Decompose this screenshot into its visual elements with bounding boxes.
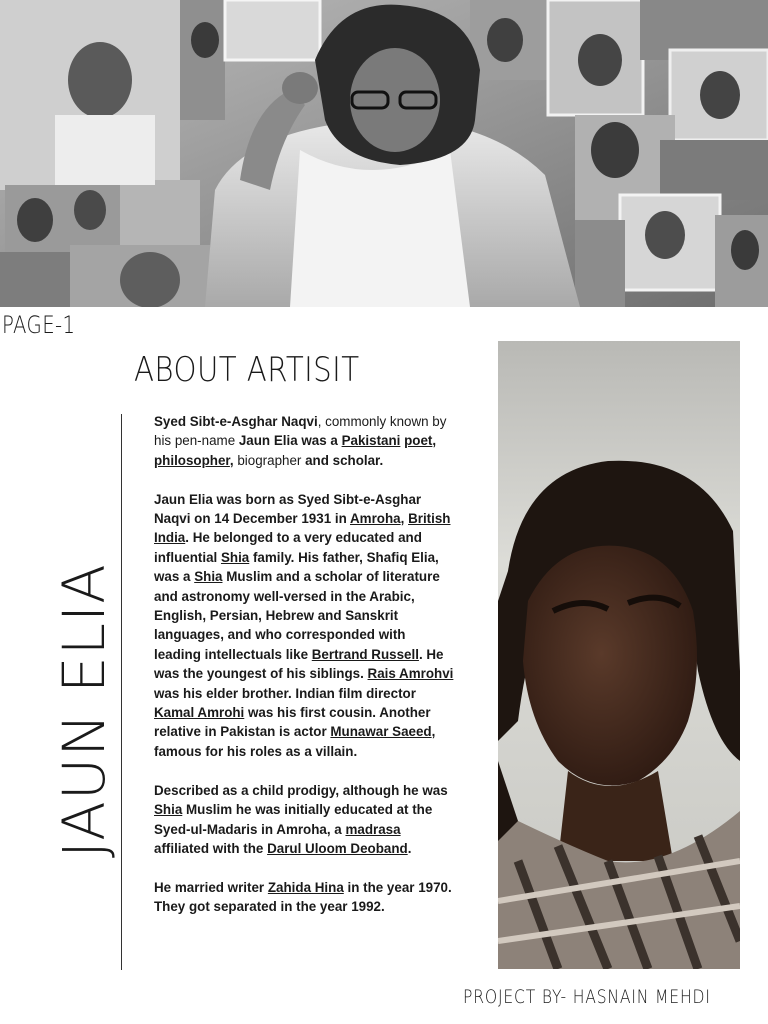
wiki-link[interactable]: Bertrand Russell bbox=[311, 646, 419, 662]
text-run: , commonly known by his pen-name bbox=[154, 414, 447, 449]
paragraph-marriage bbox=[154, 878, 454, 917]
text-run: Jaun Elia was born as Syed Sibt-e-Asghar Naqvi on 14 December 1931 in bbox=[154, 491, 422, 527]
wiki-link[interactable]: madrasa bbox=[345, 821, 401, 837]
wiki-link[interactable]: Zahida Hina bbox=[267, 879, 344, 895]
text-run: , bbox=[432, 433, 437, 449]
collage-image bbox=[0, 0, 768, 307]
wiki-link[interactable]: philosopher bbox=[154, 452, 230, 468]
collage-banner bbox=[0, 0, 768, 307]
vertical-divider bbox=[121, 414, 122, 970]
wiki-link[interactable]: Amroha bbox=[350, 511, 401, 527]
text-run: , bbox=[229, 452, 238, 468]
text-run: family. His father, Shafiq Elia, was a bbox=[154, 549, 439, 585]
text-run: Described as a child prodigy, although he was bbox=[154, 782, 448, 798]
text-run: and scholar. bbox=[301, 452, 384, 468]
artist-portrait-photo bbox=[498, 341, 740, 969]
section-heading: ABOUT ARTISIT bbox=[134, 350, 360, 390]
wiki-link[interactable]: Rais Amrohvi bbox=[367, 666, 454, 682]
paragraph-education bbox=[154, 781, 454, 859]
project-credit: PROJECT BY- HASNAIN MEHDI bbox=[463, 986, 711, 1008]
text-run: Jaun Elia was a bbox=[238, 433, 342, 449]
wiki-link[interactable]: British India bbox=[154, 511, 451, 546]
text-run: biographer bbox=[237, 452, 302, 468]
biography-text bbox=[154, 412, 454, 936]
paragraph-intro bbox=[154, 412, 454, 470]
portrait-image bbox=[498, 341, 740, 969]
text-run: Muslim he was initially educated at the Syed-ul-Madaris in Amroha, a bbox=[154, 802, 433, 837]
text-run: Muslim and a scholar of literature and astronomy well-versed in the Arabic, English, Persian, Hebrew and Sanskrit languages, and who corresponded with leading intellectuals like bbox=[154, 569, 440, 662]
wiki-link[interactable]: Munawar Saeed bbox=[330, 724, 432, 740]
wiki-link[interactable]: Kamal Amrohi bbox=[154, 705, 245, 721]
wiki-link[interactable]: Pakistani bbox=[341, 433, 401, 449]
text-run: . He was the youngest of his siblings. bbox=[154, 646, 444, 682]
wiki-link[interactable]: poet bbox=[404, 433, 433, 449]
text-run: , famous for his roles as a villain. bbox=[154, 724, 436, 759]
text-run: affiliated with the bbox=[154, 840, 268, 856]
paragraph-early-life bbox=[154, 490, 454, 762]
wiki-link[interactable]: Shia bbox=[220, 549, 250, 565]
text-run: in the year 1970. They got separated in the year 1992. bbox=[154, 879, 452, 915]
text-run: Syed Sibt-e-Asghar Naqvi bbox=[154, 414, 318, 429]
text-run: . He belonged to a very educated and influential bbox=[154, 530, 422, 565]
text-run: was his elder brother. Indian film director bbox=[154, 685, 416, 701]
text-run: , bbox=[400, 511, 409, 527]
wiki-link[interactable]: Shia bbox=[194, 569, 223, 585]
text-run: was his first cousin. Another relative in Pakistan is actor bbox=[154, 705, 431, 740]
artist-name-vertical: JAUN ELIA bbox=[50, 563, 118, 858]
wiki-link[interactable]: Darul Uloom Deoband bbox=[267, 840, 408, 856]
page-label: PAGE-1 bbox=[2, 311, 76, 339]
text-run: . bbox=[407, 840, 412, 856]
wiki-link[interactable]: Shia bbox=[154, 802, 183, 818]
text-run: He married writer bbox=[154, 879, 268, 895]
